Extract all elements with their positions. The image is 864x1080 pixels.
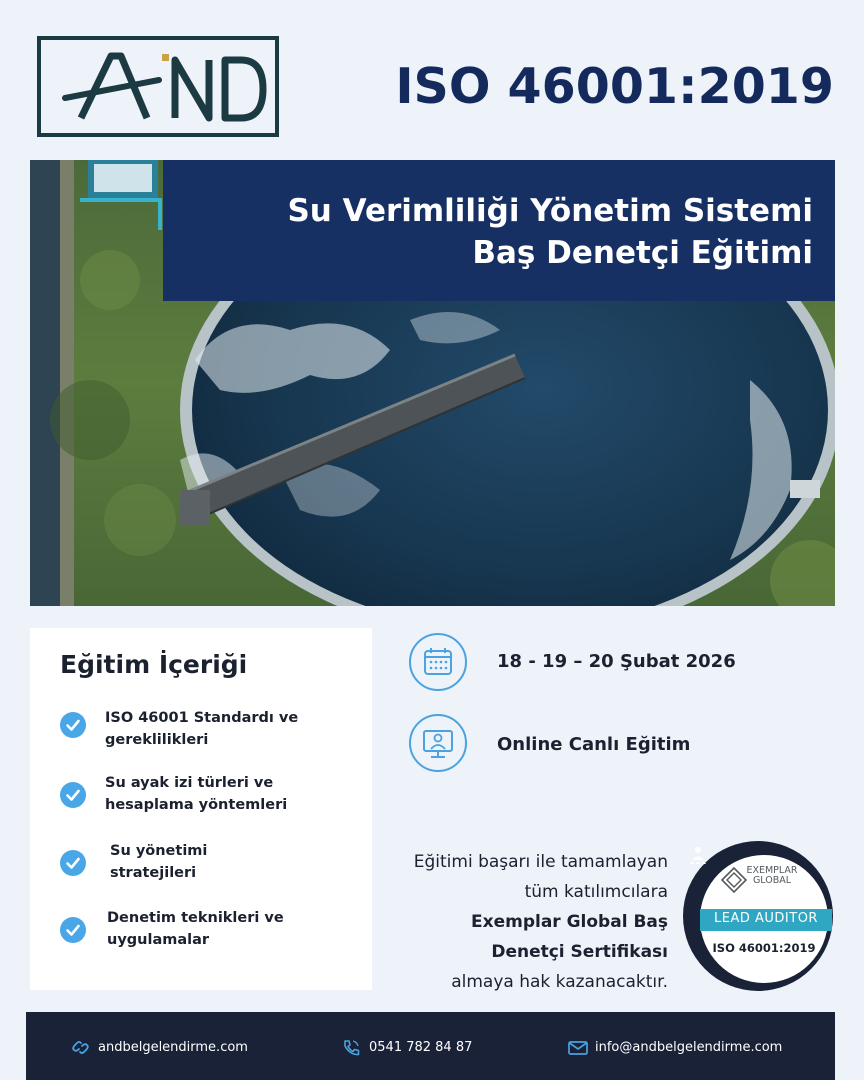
content-item-line2: uygulamalar xyxy=(107,932,210,948)
cert-line4: Denetçi Sertifikası xyxy=(491,942,668,962)
content-item-line1: Su yönetimi xyxy=(110,843,208,859)
certificate-description xyxy=(338,847,668,997)
standard-title: ISO 46001:2019 xyxy=(395,58,834,115)
footer-email-text[interactable]: info@andbelgelendirme.com xyxy=(595,1040,783,1055)
cert-line3: Exemplar Global Baş xyxy=(471,912,668,932)
phone-icon xyxy=(341,1038,363,1058)
footer-website-text[interactable]: andbelgelendirme.com xyxy=(98,1040,248,1055)
link-icon xyxy=(70,1038,92,1058)
footer-contact-bar xyxy=(26,1012,835,1080)
content-item-line2: stratejileri xyxy=(110,865,197,881)
cert-line2: tüm katılımcılara xyxy=(524,882,668,902)
cert-line5: almaya hak kazanacaktır. xyxy=(451,972,668,992)
footer-phone-text[interactable]: 0541 782 84 87 xyxy=(369,1040,473,1055)
badge-standard: ISO 46001:2019 xyxy=(712,941,816,955)
training-content-card xyxy=(30,628,372,990)
check-circle-icon xyxy=(60,782,86,808)
badge-org-line2: GLOBAL xyxy=(752,875,792,886)
online-training-icon xyxy=(409,714,467,772)
check-circle-icon xyxy=(60,712,86,738)
course-title-line1: Su Verimliliği Yönetim Sistemi xyxy=(287,193,813,229)
course-title-line2: Baş Denetçi Eğitimi xyxy=(472,235,813,271)
content-item-line2: hesaplama yöntemleri xyxy=(105,797,288,813)
training-content-title: Eğitim İçeriği xyxy=(60,650,248,679)
and-logo xyxy=(37,36,279,137)
content-item-line2: gereklilikleri xyxy=(105,732,209,748)
content-item-line1: Su ayak izi türleri ve xyxy=(105,775,274,791)
cert-line1: Eğitimi başarı ile tamamlayan xyxy=(413,852,668,872)
content-item-line1: Denetim teknikleri ve xyxy=(107,910,284,926)
calendar-icon xyxy=(409,633,467,691)
training-mode: Online Canlı Eğitim xyxy=(497,734,691,755)
check-circle-icon xyxy=(60,850,86,876)
content-item-line1: ISO 46001 Standardı ve xyxy=(105,710,299,726)
course-title-banner xyxy=(163,160,835,301)
check-circle-icon xyxy=(60,917,86,943)
lead-auditor-badge xyxy=(682,840,834,992)
badge-level: LEAD AUDITOR xyxy=(714,911,818,926)
mail-icon xyxy=(567,1038,589,1058)
training-date: 18 - 19 – 20 Şubat 2026 xyxy=(497,651,736,672)
badge-org-line1: EXEMPLAR xyxy=(746,865,798,876)
